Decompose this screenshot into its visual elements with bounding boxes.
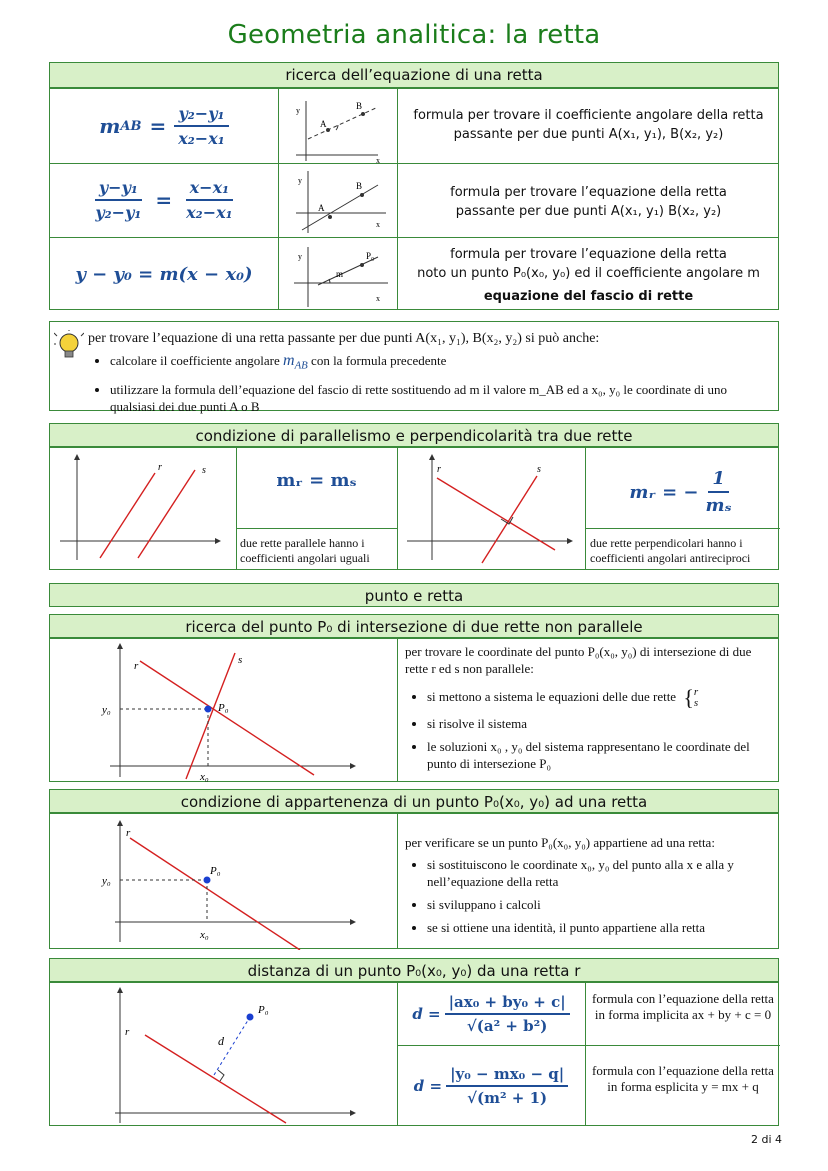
svg-text:y: y	[298, 176, 302, 185]
intersection-step-2: • si risolve il sistema	[427, 715, 767, 732]
page-title: Geometria analitica: la retta	[227, 20, 601, 50]
svg-text:P₀: P₀	[218, 702, 229, 714]
svg-text:y₀: y₀	[102, 875, 111, 887]
intersection-box	[49, 638, 779, 782]
distance-box	[49, 982, 779, 1126]
two-point-figure	[278, 163, 397, 237]
point-slope-formula: y − y₀ = m(x − x₀)	[75, 263, 253, 285]
membership-steps	[407, 856, 767, 942]
svg-text:B: B	[356, 181, 363, 191]
intersection-steps	[407, 687, 767, 778]
tip-bullet-1: • calcolare il coefficiente angolare $m_{AB}$ con la formula precedente	[110, 352, 770, 375]
intersection-step-1: • si mettono a sistema le equazioni delle due rette { r s	[427, 687, 767, 709]
svg-text:d: d	[218, 1034, 224, 1048]
intersection-intro: per trovare le coordinate del punto P₀(x₀, y₀) di intersezione di due rette r ed s non parallele:	[405, 644, 752, 676]
parallel-description: due rette parallele hanno i coefficienti angolari uguali	[240, 536, 370, 565]
membership-step-2: • si sviluppano i calcoli	[427, 896, 767, 913]
svg-text:x₀: x₀	[200, 771, 209, 783]
distance-implicit-description: formula con l’equazione della retta in forma implicita ax + by + c = 0	[592, 991, 774, 1022]
page-number: 2 di 4	[750, 1133, 782, 1146]
subheader-distance: distanza di un punto P₀(x₀, y₀) da una retta r	[49, 958, 779, 982]
svg-text:m: m	[336, 269, 344, 279]
subheader-membership: condizione di appartenenza di un punto P₀(x₀, y₀) ad una retta	[49, 789, 779, 813]
svg-text:r: r	[126, 827, 131, 839]
distance-explicit-description: formula con l’equazione della retta in forma esplicita y = mx + q	[592, 1063, 774, 1094]
distance-figure	[50, 983, 397, 1127]
svg-text:s: s	[202, 465, 206, 476]
tip-list	[90, 352, 770, 421]
svg-text:P₀: P₀	[366, 251, 375, 261]
perpendicular-lines-figure	[397, 448, 585, 571]
tip-intro: per trovare l’equazione di una retta passante per due punti A(x₁, y₁), B(x₂, y₂) si può anche:	[88, 331, 600, 346]
tip-box	[49, 321, 779, 414]
section-header-parallel: condizione di parallelismo e perpendicolarità tra due rette	[49, 423, 779, 447]
membership-figure	[50, 814, 397, 950]
two-point-description: formula per trovare l’equazione della retta passante per due punti A(x₁, y₁) B(x₂, y₂)	[450, 185, 727, 219]
distance-explicit-formula: d = $\frac{\text{|y₀ − mx₀ − q|}}{\text{√(m² + 1)}}$	[397, 1045, 585, 1127]
svg-text:B: B	[356, 101, 363, 111]
svg-text:x: x	[376, 294, 380, 303]
distance-implicit-formula: d = $\frac{\text{|ax₀ + by₀ + c|}}{\text{√(a² + b²)}}$	[397, 983, 585, 1045]
subheader-intersection: ricerca del punto P₀ di intersezione di due rette non parallele	[49, 614, 779, 638]
svg-text:r: r	[134, 660, 139, 672]
intersection-figure	[50, 639, 397, 783]
slope-figure	[278, 89, 397, 163]
lightbulb-icon	[54, 330, 84, 362]
svg-text:s: s	[537, 464, 541, 475]
parallel-perp-table	[49, 447, 779, 570]
fig-y-label: y	[296, 106, 300, 115]
svg-text:r: r	[125, 1026, 130, 1038]
slope-formula: m AB = $\frac{\text{y₂−y₁}}{\text{x₂−x₁}}$	[50, 89, 278, 163]
section-header-equation: ricerca dell’equazione di una retta	[49, 62, 779, 88]
membership-box	[49, 813, 779, 949]
svg-text:s: s	[238, 654, 243, 666]
membership-step-3: • se si ottiene una identità, il punto appartiene alla retta	[427, 919, 767, 936]
svg-text:P₀: P₀	[210, 865, 221, 877]
membership-step-1: • si sostituiscono le coordinate x₀, y₀ del punto alla x e alla y nell’equazione della retta	[427, 856, 767, 890]
svg-text:P₀: P₀	[258, 1004, 269, 1016]
membership-intro: per verificare se un punto P₀(x₀, y₀) appartiene ad una retta:	[405, 835, 715, 850]
perpendicular-formula: mᵣ = − $\frac{1}{\text{mₛ}}$	[629, 468, 732, 516]
point-slope-figure	[278, 237, 397, 311]
equation-table	[49, 88, 779, 310]
parallel-formula: mᵣ = mₛ	[276, 470, 357, 491]
slope-description: formula per trovare il coefficiente angolare della retta passante per due punti A(x₁, y₁), B(x₂, y₂)	[413, 108, 764, 142]
section-header-point-line: punto e retta	[49, 583, 779, 607]
point-slope-description: formula per trovare l’equazione della retta noto un punto P₀(x₀, y₀) ed il coefficiente angolare m equazione del fascio di rette	[417, 247, 760, 304]
tip-bullet-2: • utilizzare la formula dell’equazione del fascio di rette sostituendo ad m il valore m_AB ed a x₀, y₀ le coordinate di uno qualsiasi dei due punti A o B	[110, 381, 770, 415]
svg-text:A: A	[320, 119, 327, 129]
parallel-lines-figure	[50, 448, 236, 571]
svg-text:r: r	[158, 462, 162, 473]
svg-text:A: A	[318, 203, 325, 213]
intersection-step-3: • le soluzioni x₀ , y₀ del sistema rappresentano le coordinate del punto di intersezione P₀	[427, 738, 767, 772]
svg-text:y: y	[298, 252, 302, 261]
svg-text:x₀: x₀	[200, 929, 209, 941]
svg-text:y₀: y₀	[102, 704, 111, 716]
two-point-formula: $\frac{\text{y−y₁}}{\text{y₂−y₁}}$ = $\frac{\text{x−x₁}}{\text{x₂−x₁}}$	[95, 178, 233, 222]
svg-text:r: r	[437, 464, 441, 475]
perpendicular-description: due rette perpendicolari hanno i coefficienti angolari antireciproci	[590, 536, 751, 565]
svg-text:x: x	[376, 220, 380, 229]
svg-text:x: x	[376, 156, 380, 163]
